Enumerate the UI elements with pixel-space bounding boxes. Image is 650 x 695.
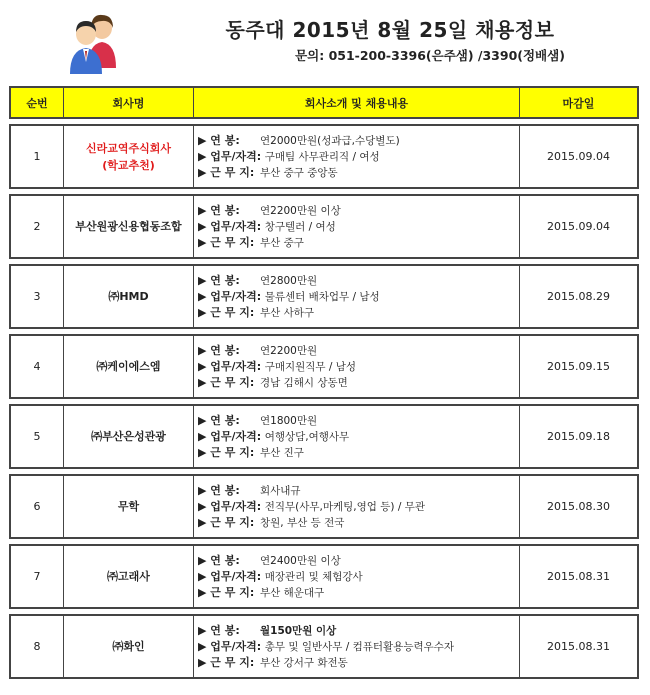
location-line xyxy=(198,375,519,391)
location-value: 경남 김해시 상동면 xyxy=(260,376,348,389)
job-label: ▶ 업무/자격: xyxy=(198,359,262,373)
job-line xyxy=(198,219,519,235)
job-label: ▶ 업무/자격: xyxy=(198,149,262,163)
people-icon xyxy=(66,10,122,74)
job-line xyxy=(198,149,519,165)
location-line xyxy=(198,515,519,531)
salary-line xyxy=(198,343,519,359)
salary-label: ▶ 연 봉: xyxy=(198,203,240,217)
location-value: 부산 진구 xyxy=(260,446,304,459)
job-value: 구매팀 사무관리직 / 여성 xyxy=(264,150,380,163)
company-name-line: ㈜고래사 xyxy=(107,570,150,583)
deadline: 2015.08.31 xyxy=(520,544,639,609)
job-details xyxy=(194,124,520,189)
salary-label: ▶ 연 봉: xyxy=(198,273,240,287)
salary-value: 연2200만원 이상 xyxy=(260,204,341,217)
salary-value: 월150만원 이상 xyxy=(260,624,337,637)
job-value: 구매지원직무 / 남성 xyxy=(264,360,357,373)
deadline: 2015.08.30 xyxy=(520,474,639,539)
company-name xyxy=(64,614,194,679)
location-label: ▶ 근 무 지: xyxy=(198,445,255,459)
salary-label: ▶ 연 봉: xyxy=(198,413,240,427)
salary-value: 연2200만원 xyxy=(260,344,318,357)
row-number: 8 xyxy=(9,614,64,679)
header-num: 순번 xyxy=(9,86,64,119)
salary-line xyxy=(198,413,519,429)
salary-line xyxy=(198,273,519,289)
location-label: ▶ 근 무 지: xyxy=(198,305,255,319)
page-title: 동주대 2015년 8월 25일 채용정보 xyxy=(225,18,555,42)
company-name-line: ㈜HMD xyxy=(108,290,149,303)
job-details xyxy=(194,264,520,329)
salary-value: 회사내규 xyxy=(260,484,301,497)
job-label: ▶ 업무/자격: xyxy=(198,639,262,653)
salary-label: ▶ 연 봉: xyxy=(198,133,240,147)
location-label: ▶ 근 무 지: xyxy=(198,165,255,179)
salary-value: 연1800만원 xyxy=(260,414,318,427)
row-number: 7 xyxy=(9,544,64,609)
job-label: ▶ 업무/자격: xyxy=(198,219,262,233)
location-value: 부산 중구 중앙동 xyxy=(260,166,338,179)
row-number: 2 xyxy=(9,194,64,259)
job-line xyxy=(198,639,519,655)
deadline: 2015.08.31 xyxy=(520,614,639,679)
job-value: 물류센터 배차업무 / 남성 xyxy=(264,290,380,303)
table-row xyxy=(9,614,639,679)
deadline: 2015.09.04 xyxy=(520,194,639,259)
company-name xyxy=(64,124,194,189)
location-value: 부산 강서구 화전동 xyxy=(260,656,348,669)
location-label: ▶ 근 무 지: xyxy=(198,515,255,529)
job-label: ▶ 업무/자격: xyxy=(198,499,262,513)
company-name-line: ㈜케이에스엠 xyxy=(96,360,161,373)
table-header-row xyxy=(9,86,639,119)
row-number: 4 xyxy=(9,334,64,399)
table-row xyxy=(9,194,639,259)
job-table xyxy=(9,86,639,679)
salary-value: 연2800만원 xyxy=(260,274,318,287)
table-row xyxy=(9,544,639,609)
location-label: ▶ 근 무 지: xyxy=(198,235,255,249)
header-company: 회사명 xyxy=(64,86,194,119)
job-label: ▶ 업무/자격: xyxy=(198,429,262,443)
location-label: ▶ 근 무 지: xyxy=(198,375,255,389)
location-line xyxy=(198,165,519,181)
job-label: ▶ 업무/자격: xyxy=(198,569,262,583)
company-name-line: ㈜부산은성관광 xyxy=(91,430,166,443)
deadline: 2015.09.15 xyxy=(520,334,639,399)
location-label: ▶ 근 무 지: xyxy=(198,655,255,669)
salary-line xyxy=(198,203,519,219)
row-number: 6 xyxy=(9,474,64,539)
salary-label: ▶ 연 봉: xyxy=(198,343,240,357)
salary-line xyxy=(198,623,519,639)
job-value: 총무 및 일반사무 / 컴퓨터활용능력우수자 xyxy=(264,640,455,653)
table-row xyxy=(9,474,639,539)
salary-label: ▶ 연 봉: xyxy=(198,483,240,497)
header-deadline: 마감일 xyxy=(520,86,639,119)
location-value: 부산 사하구 xyxy=(260,306,315,319)
company-name-line: 신라교역주식회사 xyxy=(85,141,171,155)
location-line xyxy=(198,445,519,461)
salary-value: 연2400만원 이상 xyxy=(260,554,341,567)
location-line xyxy=(198,655,519,671)
company-name xyxy=(64,404,194,469)
row-number: 3 xyxy=(9,264,64,329)
job-line xyxy=(198,359,519,375)
job-line xyxy=(198,429,519,445)
company-name-line: 부산원광신용협동조합 xyxy=(75,220,182,233)
deadline: 2015.08.29 xyxy=(520,264,639,329)
location-label: ▶ 근 무 지: xyxy=(198,585,255,599)
job-value: 창구텔러 / 여성 xyxy=(264,220,336,233)
company-name xyxy=(64,474,194,539)
header-details: 회사소개 및 채용내용 xyxy=(194,86,520,119)
job-value: 여행상담,여행사무 xyxy=(264,430,350,443)
table-row xyxy=(9,404,639,469)
table-row xyxy=(9,264,639,329)
job-details xyxy=(194,544,520,609)
location-line xyxy=(198,235,519,251)
job-line xyxy=(198,289,519,305)
salary-line xyxy=(198,133,519,149)
job-details xyxy=(194,614,520,679)
row-number: 5 xyxy=(9,404,64,469)
company-name xyxy=(64,264,194,329)
job-label: ▶ 업무/자격: xyxy=(198,289,262,303)
job-value: 매장관리 및 체험강사 xyxy=(264,570,363,583)
company-name xyxy=(64,334,194,399)
job-value: 전직무(사무,마케팅,영업 등) / 무관 xyxy=(264,500,425,513)
location-value: 창원, 부산 등 전국 xyxy=(260,516,345,529)
company-name-line: ㈜화인 xyxy=(112,640,145,653)
page-header xyxy=(0,0,650,82)
salary-label: ▶ 연 봉: xyxy=(198,623,240,637)
job-details xyxy=(194,194,520,259)
table-row xyxy=(9,334,639,399)
row-number: 1 xyxy=(9,124,64,189)
table-row xyxy=(9,124,639,189)
contact-info: 문의: 051-200-3396(은주샘) /3390(정배샘) xyxy=(295,48,565,63)
salary-line xyxy=(198,553,519,569)
deadline: 2015.09.18 xyxy=(520,404,639,469)
salary-label: ▶ 연 봉: xyxy=(198,553,240,567)
salary-line xyxy=(198,483,519,499)
location-value: 부산 중구 xyxy=(260,236,304,249)
company-name xyxy=(64,194,194,259)
location-value: 부산 해운대구 xyxy=(260,586,325,599)
job-details xyxy=(194,404,520,469)
job-line xyxy=(198,499,519,515)
location-line xyxy=(198,305,519,321)
salary-value: 연2000만원(성과급,수당별도) xyxy=(260,134,400,147)
job-details xyxy=(194,334,520,399)
company-name xyxy=(64,544,194,609)
job-line xyxy=(198,569,519,585)
deadline: 2015.09.04 xyxy=(520,124,639,189)
job-details xyxy=(194,474,520,539)
company-name-line: (학교추천) xyxy=(102,158,155,172)
company-name-line: 무학 xyxy=(117,500,140,513)
location-line xyxy=(198,585,519,601)
